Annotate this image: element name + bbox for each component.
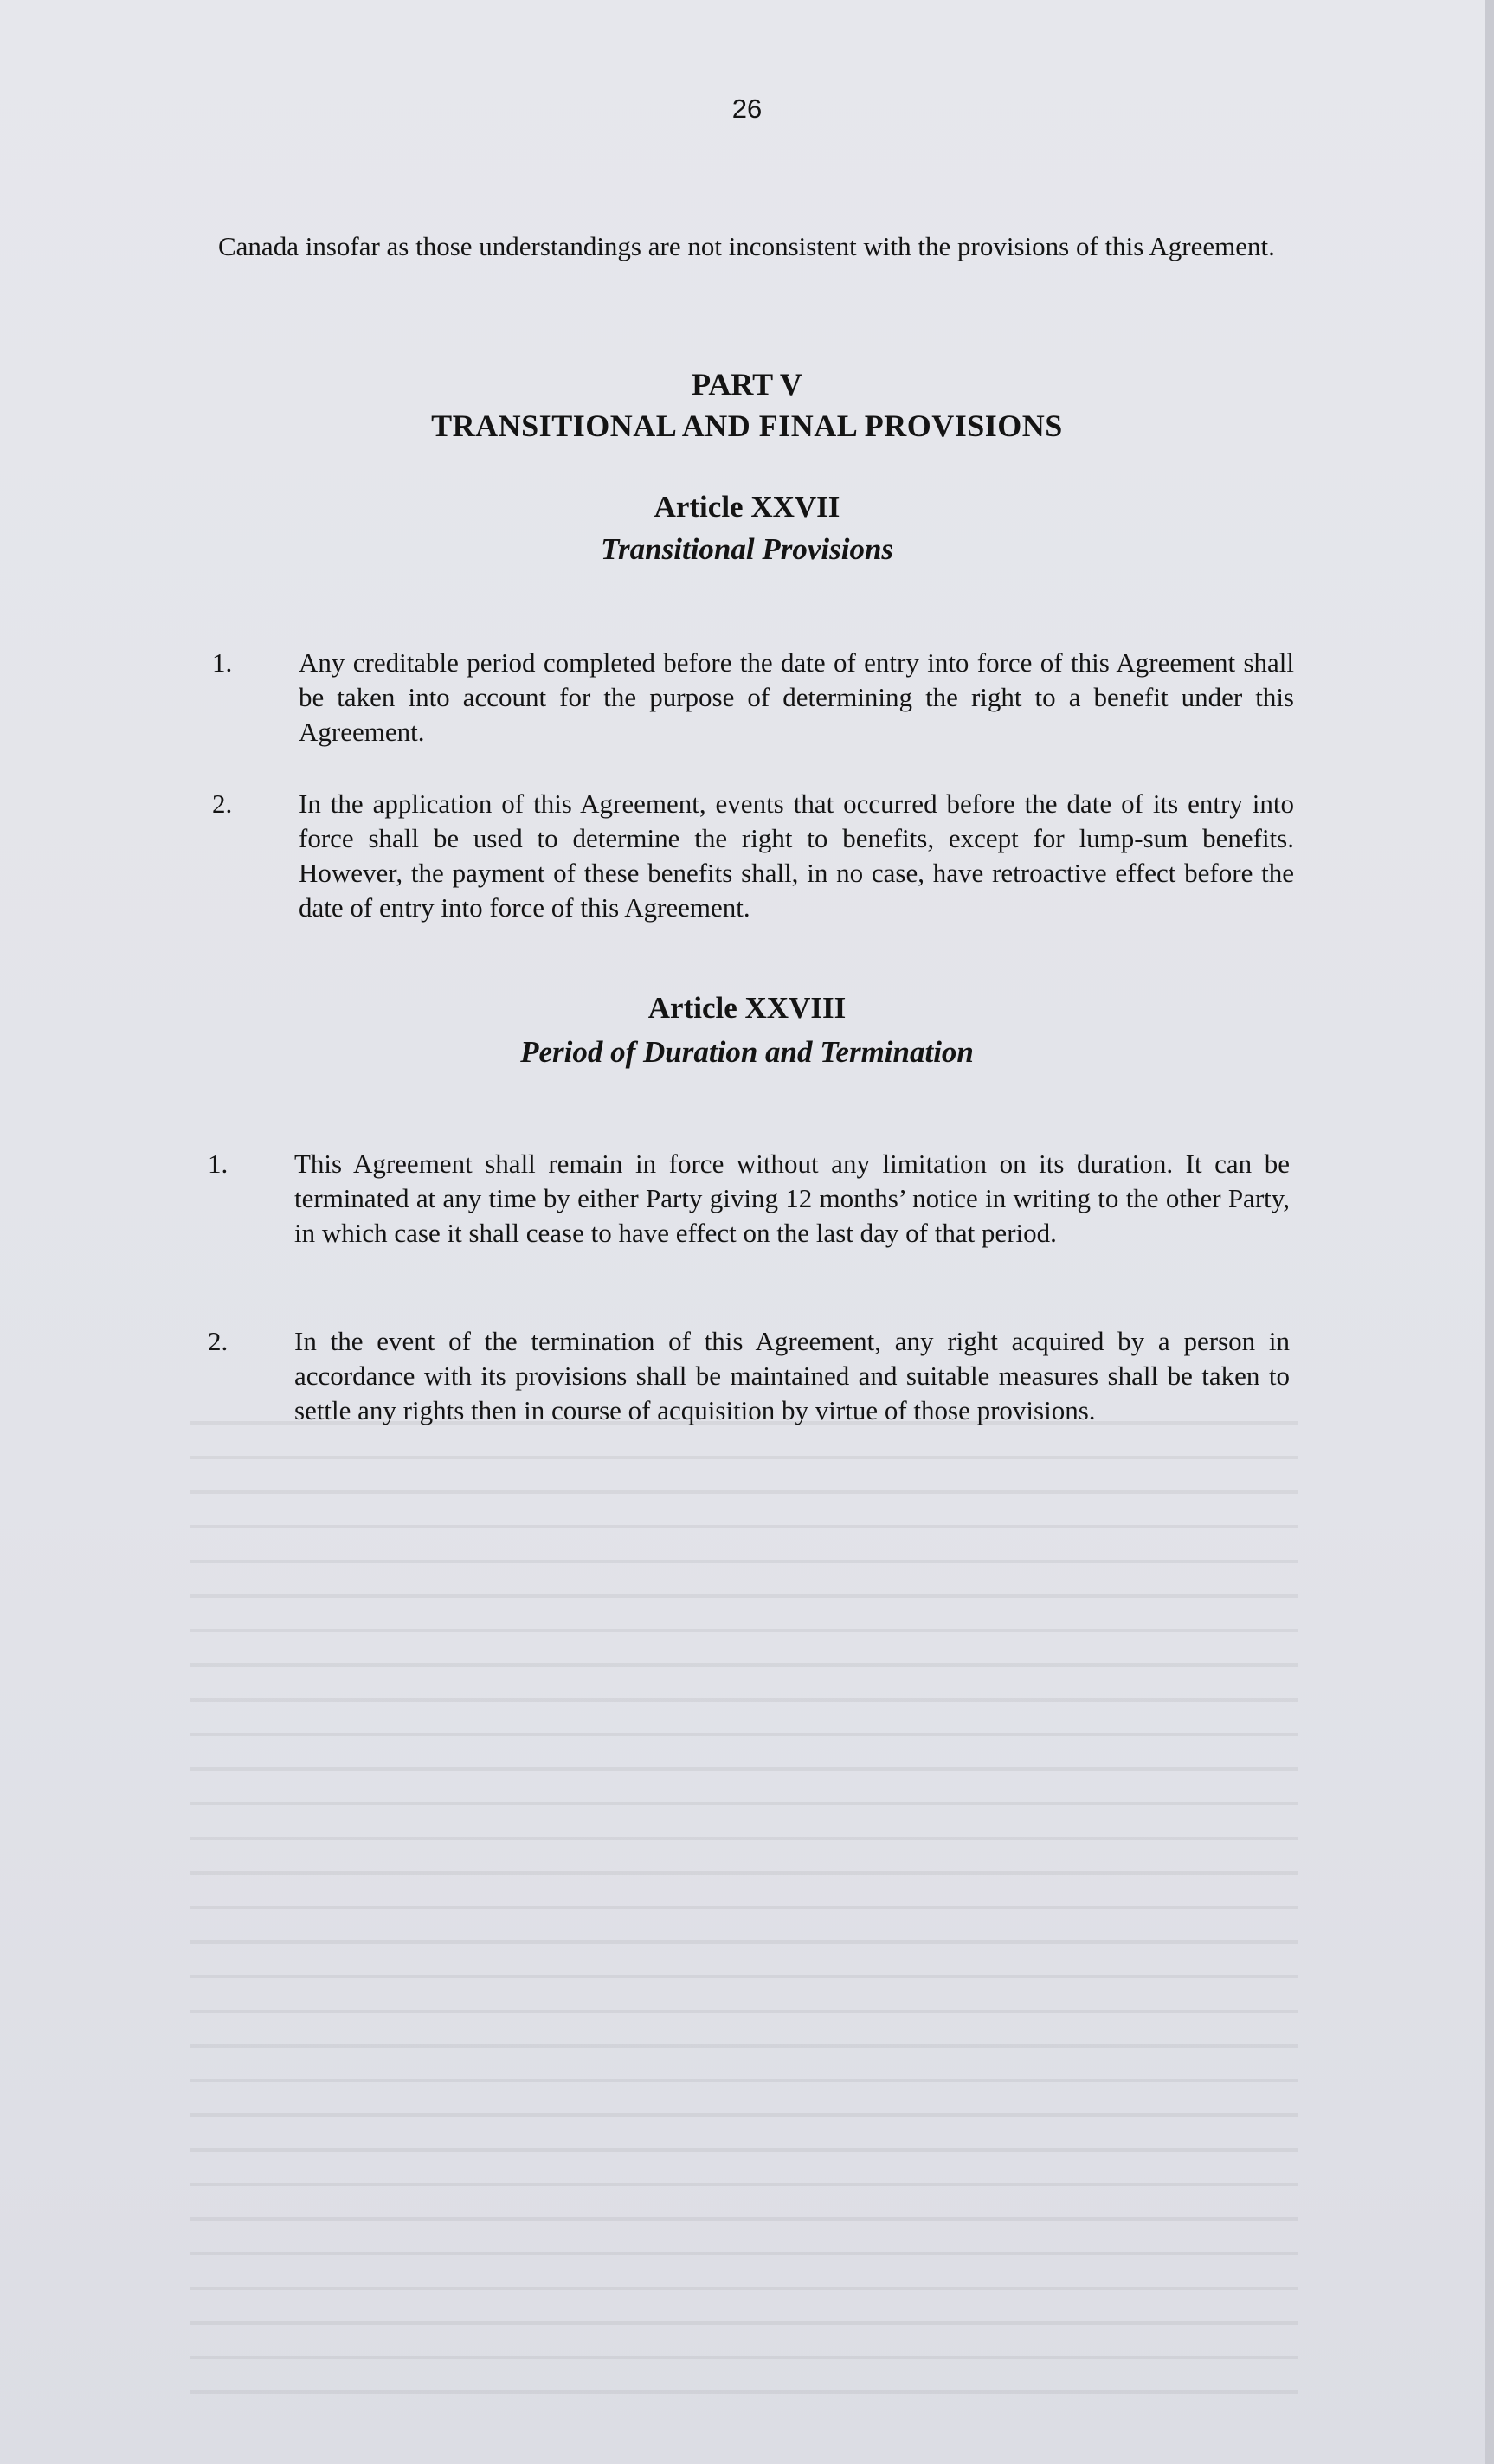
page-number: 26	[731, 93, 763, 124]
article-28-title: Article XXVIII	[647, 991, 847, 1025]
item-text: This Agreement shall remain in force without any limitation on its duration. It can be terminated at any time by either Party giving 12 months’ notice in writing to the other Party, in which case it shall cease to have effect on the last day of that period.	[294, 1148, 1290, 1248]
show-through-shadow	[190, 1402, 1298, 2397]
item-text: Any creditable period completed before the date of entry into force of this Agreement shall be taken into account for the purpose of determining the right to a benefit under this Agreement.	[299, 647, 1294, 747]
intro-paragraph: Canada insofar as those understandings are not inconsistent with the provisions of this Agreement.	[218, 231, 1275, 261]
article-27-title: Article XXVII	[654, 490, 840, 524]
item-number: 2.	[208, 1326, 229, 1356]
part-title: PART V	[692, 367, 802, 402]
part-subtitle: TRANSITIONAL AND FINAL PROVISIONS	[431, 409, 1063, 443]
item-text: In the event of the termination of this Agreement, any right acquired by a person in accordance with its provisions shall be maintained and suitable measures shall be taken to settle any rights then in course of acquisition by virtue of those provisions.	[294, 1326, 1290, 1425]
item-number: 2.	[212, 788, 233, 819]
item-number: 1.	[208, 1148, 229, 1179]
article-27-subtitle: Transitional Provisions	[600, 532, 894, 566]
article-28-subtitle: Period of Duration and Termination	[520, 1035, 974, 1069]
item-number: 1.	[212, 647, 233, 678]
item-text: In the application of this Agreement, events that occurred before the date of its entry into force shall be used to determine the right to benefits, except for lump-sum benefits. However, the payment of these benefits shall, in no case, have retroactive effect before the date of entry into force of this Agreement.	[299, 788, 1294, 923]
